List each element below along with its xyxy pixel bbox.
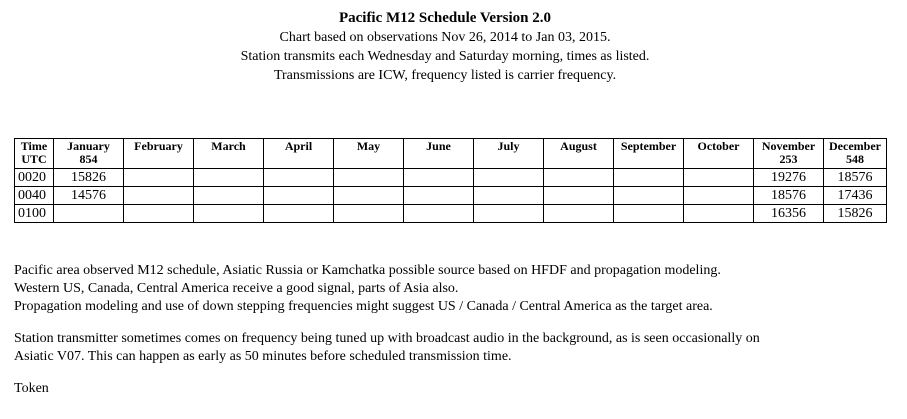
frequency-cell [334, 205, 404, 223]
column-header [824, 139, 887, 169]
frequency-cell [264, 187, 334, 205]
column-header-subvalue: 548 [846, 152, 864, 166]
frequency-cell [404, 205, 474, 223]
column-header-subvalue: UTC [21, 152, 47, 166]
column-header [614, 139, 684, 169]
time-cell: 0020 [15, 169, 54, 187]
column-header [15, 139, 54, 169]
frequency-cell [334, 169, 404, 187]
frequency-cell: 15826 [824, 205, 887, 223]
column-header [754, 139, 824, 169]
observation-range-line: Chart based on observations Nov 26, 2014 to Jan 03, 2015. [279, 30, 611, 45]
frequency-cell [544, 187, 614, 205]
frequency-cell [684, 205, 754, 223]
frequency-cell [264, 205, 334, 223]
schedule-table [14, 138, 887, 223]
column-header-label: November [761, 139, 816, 153]
column-header-label: May [356, 139, 381, 153]
transmission-mode-line: Transmissions are ICW, frequency listed is carrier frequency. [273, 68, 617, 83]
column-header [264, 139, 334, 169]
column-header-subvalue: 854 [79, 152, 98, 166]
column-header-label: March [211, 139, 246, 153]
column-header-label: January [67, 139, 110, 153]
note-reception: Western US, Canada, Central America receive a good signal, parts of Asia also. [14, 281, 459, 296]
note-source: Pacific area observed M12 schedule, Asiatic Russia or Kamchatka possible source based on HFDF and propagation modeling. [14, 263, 721, 278]
column-header-label: December [829, 139, 881, 153]
column-header-label: June [426, 139, 451, 153]
frequency-cell [264, 169, 334, 187]
column-header-label: September [620, 139, 677, 153]
column-header [124, 139, 194, 169]
column-header-label: April [284, 139, 313, 153]
paragraph-gap [14, 316, 894, 330]
document-header [0, 8, 890, 85]
frequency-cell [474, 169, 544, 187]
frequency-cell [124, 205, 194, 223]
frequency-cell: 17436 [824, 187, 887, 205]
table-header-row [15, 139, 887, 169]
note-tuneup: Station transmitter sometimes comes on frequency being tuned up with broadcast audio in the background, as is seen occasionally on [14, 331, 760, 346]
frequency-cell [684, 169, 754, 187]
frequency-cell [404, 187, 474, 205]
column-header-subvalue: 253 [779, 152, 798, 166]
column-header-label: Time [20, 139, 48, 153]
table-row [15, 187, 887, 205]
frequency-cell [194, 187, 264, 205]
frequency-cell: 18576 [824, 169, 887, 187]
frequency-cell: 16356 [754, 205, 824, 223]
frequency-cell [614, 187, 684, 205]
column-header-label: August [560, 139, 597, 153]
frequency-cell [334, 187, 404, 205]
column-header [54, 139, 124, 169]
column-header-label: February [134, 139, 183, 153]
notes-section [14, 262, 894, 398]
column-header [544, 139, 614, 169]
frequency-cell [614, 205, 684, 223]
frequency-cell [54, 205, 124, 223]
frequency-cell [194, 205, 264, 223]
column-header-label: October [697, 139, 740, 153]
note-target: Propagation modeling and use of down stepping frequencies might suggest US / Canada / Central America as the target area. [14, 299, 713, 314]
frequency-cell [474, 205, 544, 223]
document-title: Pacific M12 Schedule Version 2.0 [338, 10, 552, 26]
frequency-cell [614, 169, 684, 187]
table-row [15, 169, 887, 187]
column-header-label: July [497, 139, 520, 153]
time-cell: 0100 [15, 205, 54, 223]
signature: Token [14, 381, 49, 396]
paragraph-gap [14, 366, 894, 380]
frequency-cell [544, 169, 614, 187]
frequency-cell [404, 169, 474, 187]
column-header [334, 139, 404, 169]
frequency-cell [474, 187, 544, 205]
column-header [684, 139, 754, 169]
column-header [404, 139, 474, 169]
frequency-cell: 14576 [54, 187, 124, 205]
frequency-cell [684, 187, 754, 205]
column-header [474, 139, 544, 169]
frequency-cell [194, 169, 264, 187]
note-timing: Asiatic V07. This can happen as early as 50 minutes before scheduled transmission time. [14, 349, 512, 364]
table-row [15, 205, 887, 223]
frequency-cell [544, 205, 614, 223]
frequency-cell: 15826 [54, 169, 124, 187]
frequency-cell [124, 169, 194, 187]
frequency-cell [124, 187, 194, 205]
column-header [194, 139, 264, 169]
frequency-cell: 18576 [754, 187, 824, 205]
time-cell: 0040 [15, 187, 54, 205]
table-body [15, 169, 887, 223]
transmission-days-line: Station transmits each Wednesday and Saturday morning, times as listed. [240, 49, 650, 64]
frequency-cell: 19276 [754, 169, 824, 187]
